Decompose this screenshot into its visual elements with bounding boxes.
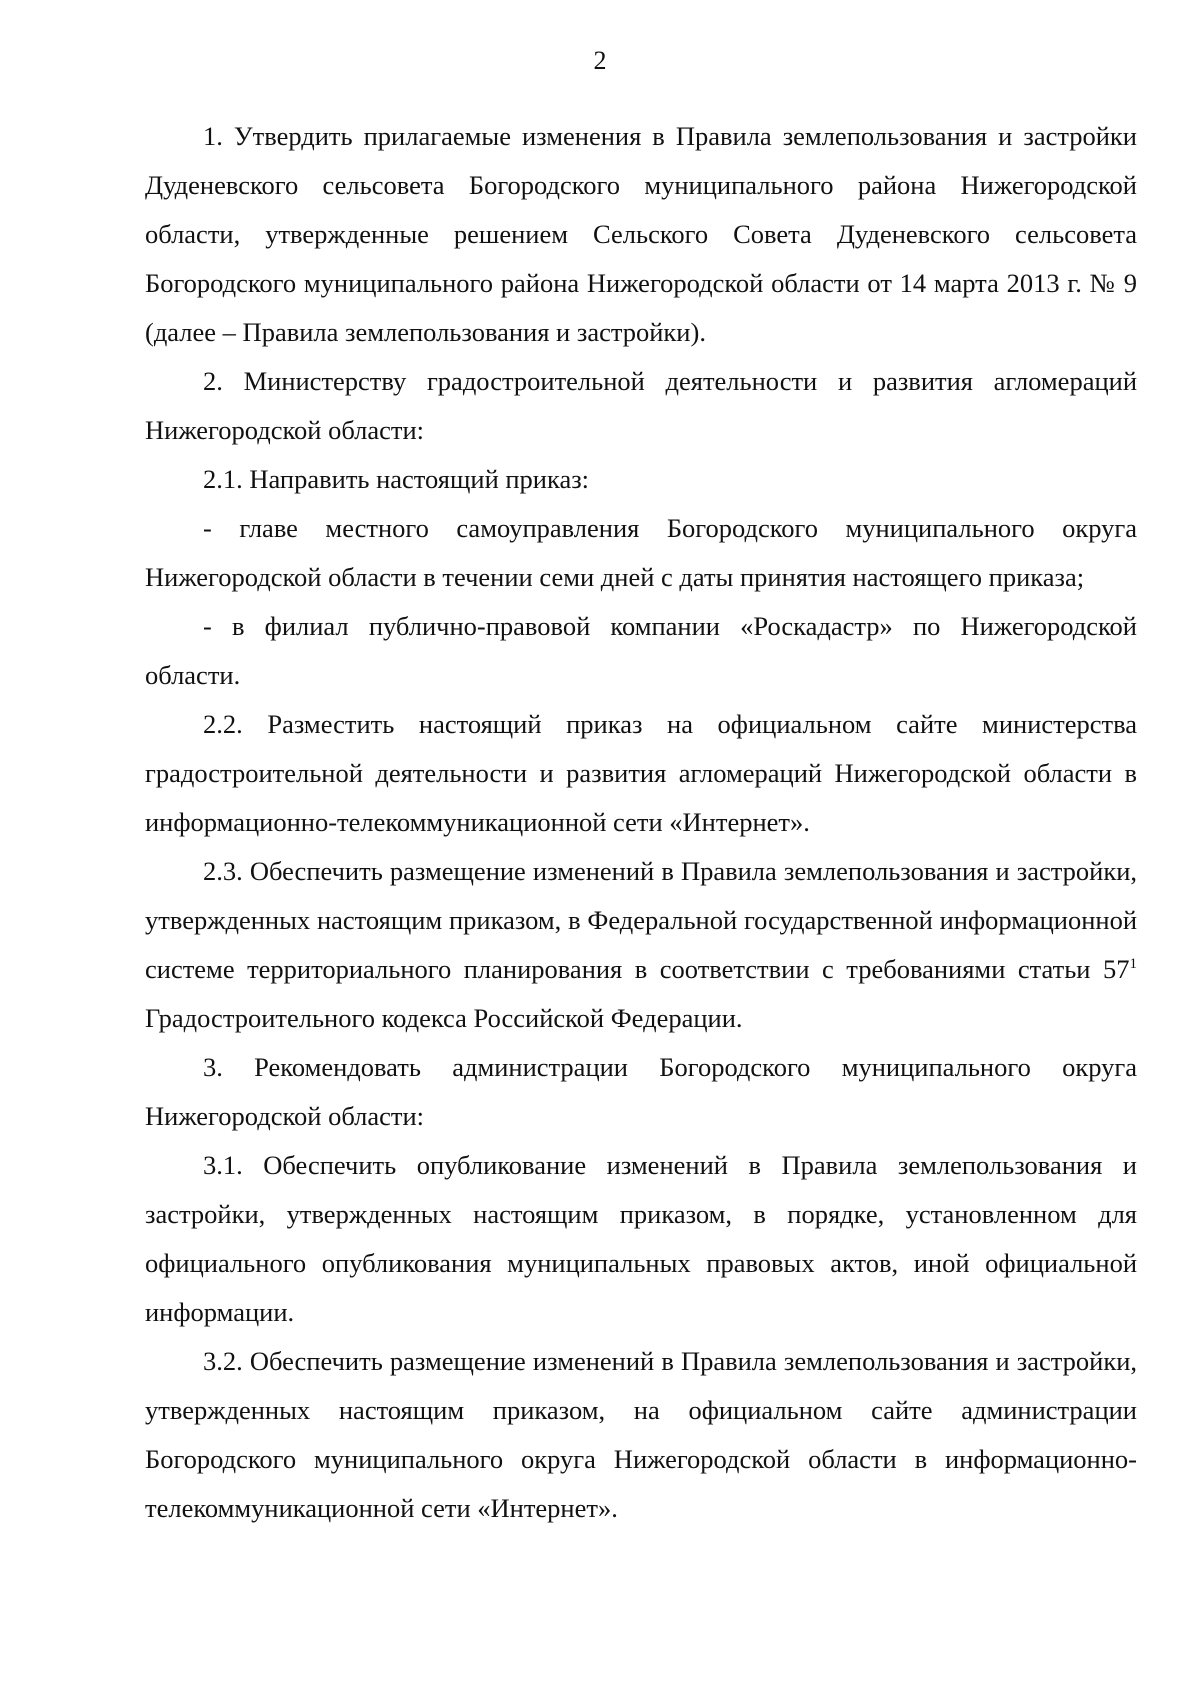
paragraph-2-ministry: 2. Министерству градостроительной деятельности и развития агломераций Нижегородской области: xyxy=(145,366,1137,445)
paragraph-2-1-send-order: 2.1. Направить настоящий приказ: xyxy=(203,464,590,494)
paragraph-2-1-item-head-of-local-government: - главе местного самоуправления Богородского муниципального округа Нижегородской области в течении семи дней с даты принятия настоящего приказа; xyxy=(145,513,1137,592)
paragraph-3-1-official-publication: 3.1. Обеспечить опубликование изменений в Правила землепользования и застройки, утвержденных настоящим приказом, в порядке, установленном для официального опубликования муниципальных правовых актов, иной официальной информации. xyxy=(145,1150,1137,1327)
paragraph-3-2-site-placement: 3.2. Обеспечить размещение изменений в Правила землепользования и застройки, утвержденных настоящим приказом, на официальном сайте администрации Богородского муниципального округа Нижегородской области в информационно-телекоммуникационной сети «Интернет». xyxy=(145,1346,1137,1523)
superscript-index: 1 xyxy=(1129,956,1137,973)
paragraph-1-approve-changes: 1. Утвердить прилагаемые изменения в Правила землепользования и застройки Дуденевского сельсовета Богородского муниципального района Нижегородской области, утвержденные решением Сельского Совета Дуденевского сельсовета Богородского муниципального района Нижегородской области от 14 марта 2013 г. № 9 (далее – Правила землепользования и застройки). xyxy=(145,121,1137,347)
paragraph-2-3-text-after: Градостроительного кодекса Российской Федерации. xyxy=(145,1003,743,1033)
paragraph-3-recommend-administration: 3. Рекомендовать администрации Богородского муниципального округа Нижегородской области: xyxy=(145,1052,1137,1131)
page-number: 2 xyxy=(593,46,607,75)
document-body xyxy=(145,112,1137,1533)
paragraph-2-3-text-before: 2.3. Обеспечить размещение изменений в Правила землепользования и застройки, утвержденных настоящим приказом, в Федеральной государственной информационной системе территориального планирования в соответствии с требованиями статьи 57 xyxy=(145,856,1137,984)
paragraph-2-2-publish-on-site: 2.2. Разместить настоящий приказ на официальном сайте министерства градостроительной деятельности и развития агломераций Нижегородской области в информационно-телекоммуникационной сети «Интернет». xyxy=(145,709,1137,837)
paragraph-2-1-item-roskadastr: - в филиал публично-правовой компании «Роскадастр» по Нижегородской области. xyxy=(145,611,1137,690)
paragraph-2-3-fgis-placement xyxy=(145,847,1137,1043)
